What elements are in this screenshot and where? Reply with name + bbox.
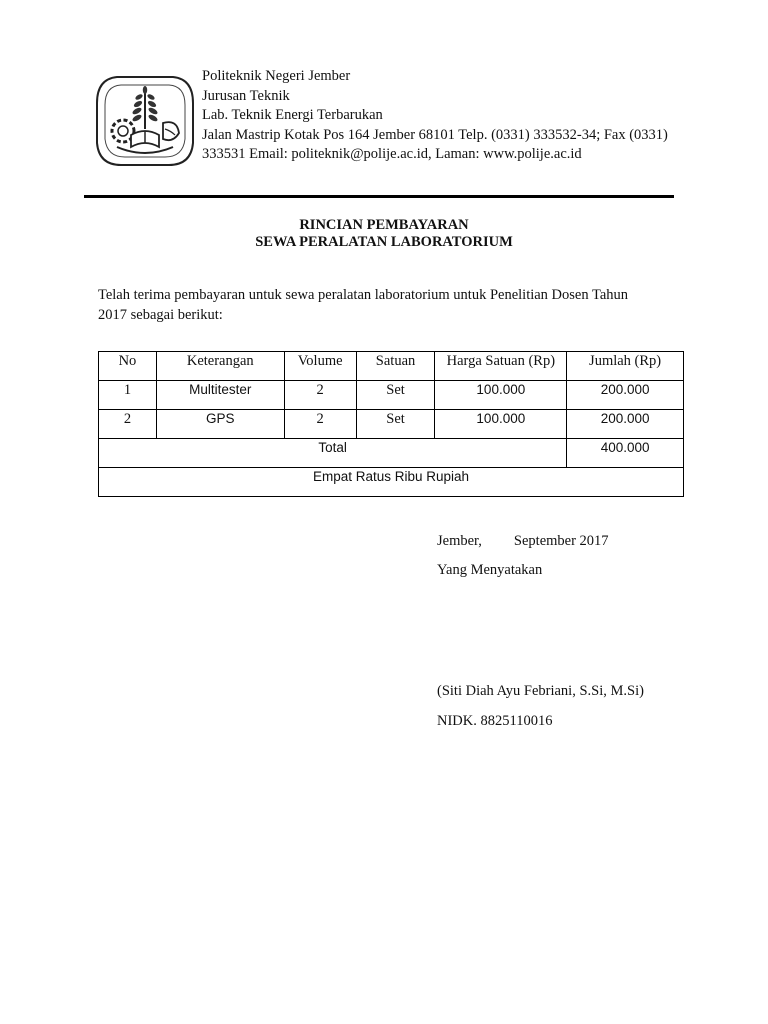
header-volume: Volume — [284, 352, 356, 381]
signatory-nidk: NIDK. 8825110016 — [437, 713, 553, 729]
header-harga-satuan: Harga Satuan (Rp) — [435, 352, 567, 381]
signature-date: September 2017 — [513, 533, 609, 549]
total-row — [99, 439, 684, 468]
title-line-1: RINCIAN PEMBAYARAN — [299, 217, 469, 233]
cell-satuan: Set — [356, 410, 435, 439]
intro-paragraph — [98, 285, 688, 325]
cell-jumlah: 200.000 — [567, 381, 684, 410]
cell-harga-satuan: 100.000 — [435, 410, 567, 439]
institution-name: Politeknik Negeri Jember — [202, 68, 351, 84]
contact-line: 333531 Email: politeknik@polije.ac.id, Laman: www.polije.ac.id — [202, 146, 582, 162]
header-keterangan: Keterangan — [156, 352, 284, 381]
cell-keterangan: GPS — [156, 410, 284, 439]
amount-in-words: Empat Ratus Ribu Rupiah — [99, 468, 684, 497]
letterhead-divider — [84, 195, 674, 198]
intro-line-1: Telah terima pembayaran untuk sewa peralatan laboratorium untuk Penelitian Dosen Tahun — [98, 287, 629, 303]
cell-volume: 2 — [284, 410, 356, 439]
intro-line-2: 2017 sebagai berikut: — [98, 307, 223, 323]
cell-satuan: Set — [356, 381, 435, 410]
header-jumlah: Jumlah (Rp) — [567, 352, 684, 381]
table-row — [99, 381, 684, 410]
signatory-name: (Siti Diah Ayu Febriani, S.Si, M.Si) — [437, 683, 644, 699]
payment-table — [98, 351, 684, 497]
header-satuan: Satuan — [356, 352, 435, 381]
letterhead — [202, 67, 712, 165]
table-row — [99, 410, 684, 439]
table-header-row — [99, 352, 684, 381]
cell-keterangan: Multitester — [156, 381, 284, 410]
cell-volume: 2 — [284, 381, 356, 410]
total-value: 400.000 — [567, 439, 684, 468]
total-label: Total — [99, 439, 567, 468]
department-name: Jurusan Teknik — [202, 87, 290, 104]
title-line-2: SEWA PERALATAN LABORATORIUM — [255, 234, 513, 250]
cell-no: 1 — [99, 381, 157, 410]
lab-name: Lab. Teknik Energi Terbarukan — [202, 107, 383, 123]
header-no: No — [99, 352, 157, 381]
cell-harga-satuan: 100.000 — [435, 381, 567, 410]
document-title — [0, 217, 768, 251]
signature-city: Jember, — [437, 533, 482, 549]
signature-date-line — [437, 532, 609, 550]
amount-in-words-row — [99, 468, 684, 497]
cell-jumlah: 200.000 — [567, 410, 684, 439]
polije-logo — [93, 73, 197, 169]
address-line: Jalan Mastrip Kotak Pos 164 Jember 68101 Telp. (0331) 333532-34; Fax (0331) — [202, 126, 668, 143]
signature-statement: Yang Menyatakan — [437, 562, 543, 578]
cell-no: 2 — [99, 410, 157, 439]
